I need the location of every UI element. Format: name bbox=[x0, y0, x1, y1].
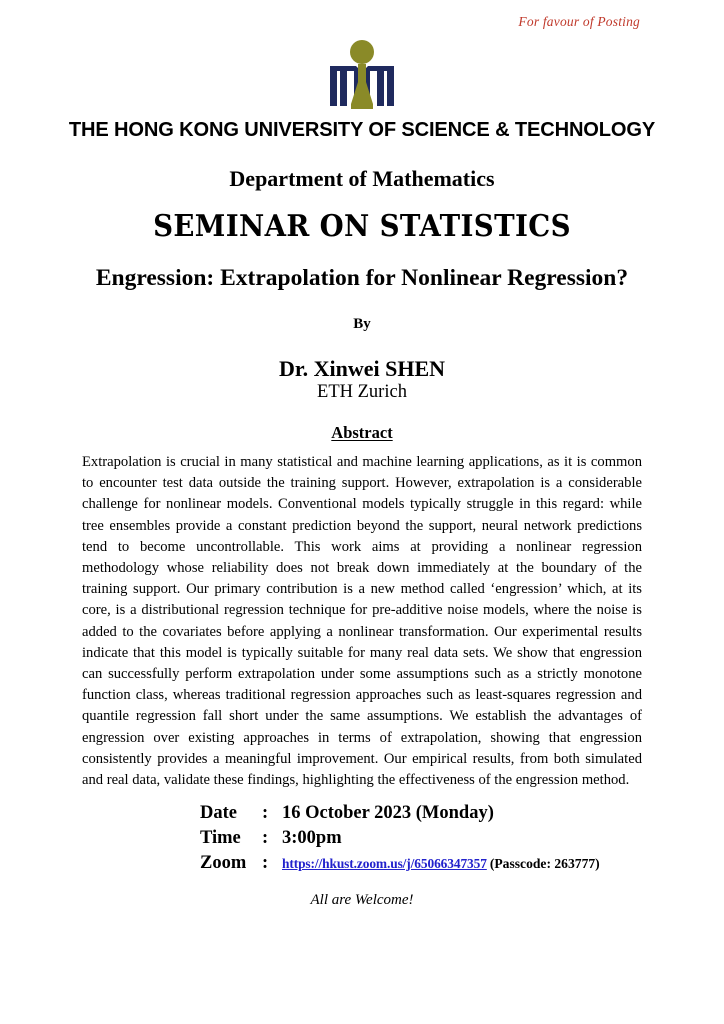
welcome-note: All are Welcome! bbox=[310, 892, 414, 908]
zoom-passcode: (Passcode: 263777) bbox=[489, 856, 600, 871]
event-zoom-row bbox=[200, 853, 600, 878]
seminar-banner-title: SEMINAR ON STATISTICS bbox=[153, 209, 571, 244]
talk-title: Engression: Extrapolation for Nonlinear Regression? bbox=[95, 265, 629, 291]
abstract-body-text: Extrapolation is crucial in many statistical and machine learning applications, as it is common to encounter test data outside the training support. However, extrapolation is a considerable challenge for nonlinear models. Conventional models typically struggle in this regard: while tree ensembles provide a constant prediction beyond the support, neural network predictions tend to become uncontrollable. This work aims at providing a nonlinear regression methodology whose reliability does not break down immediately at the boundary of the training support. Our primary contribution is a new method called ‘engression’ which, at its core, is a distributional regression technique for pre-additive noise models, where the noise is added to the covariates before applying a nonlinear transformation. Our experimental results indicate that this model is typically suitable for many real data sets. We show that engression can successfully perform extrapolation under some assumptions such as a strictly monotone function class, whereas traditional regression approaches such as least-squares regression and quantile regression fall short under the same assumptions. We establish the advantages of engression over existing approaches in terms of extrapolation, showing that engression consistently provides a meaningful improvement. Our empirical results, from both simulated and real data, validate these findings, highlighting the effectiveness of the engression method. bbox=[82, 454, 642, 789]
event-details bbox=[200, 803, 600, 878]
speaker-name: Dr. Xinwei SHEN bbox=[278, 356, 446, 381]
event-time-row bbox=[200, 828, 600, 853]
abstract-heading: Abstract bbox=[331, 423, 393, 442]
by-label: By bbox=[353, 316, 371, 332]
university-name: THE HONG KONG UNIVERSITY OF SCIENCE & TECHNOLOGY bbox=[68, 119, 656, 141]
date-colon: : bbox=[262, 803, 269, 823]
time-colon: : bbox=[262, 828, 269, 848]
date-label: Date bbox=[200, 803, 237, 823]
date-value: 16 October 2023 (Monday) bbox=[282, 803, 494, 823]
for-favour-of-posting-note: For favour of Posting bbox=[518, 14, 640, 29]
zoom-label: Zoom bbox=[200, 853, 247, 873]
hkust-logo-icon bbox=[326, 38, 398, 112]
zoom-colon: : bbox=[262, 853, 269, 873]
event-date-row bbox=[200, 803, 600, 828]
time-label: Time bbox=[200, 828, 241, 848]
hkust-logo bbox=[0, 38, 724, 112]
zoom-meeting-link[interactable]: https://hkust.zoom.us/j/65066347357 bbox=[282, 856, 487, 871]
speaker-affiliation: ETH Zurich bbox=[317, 382, 407, 402]
department-name: Department of Mathematics bbox=[229, 166, 495, 191]
time-value: 3:00pm bbox=[282, 828, 342, 848]
